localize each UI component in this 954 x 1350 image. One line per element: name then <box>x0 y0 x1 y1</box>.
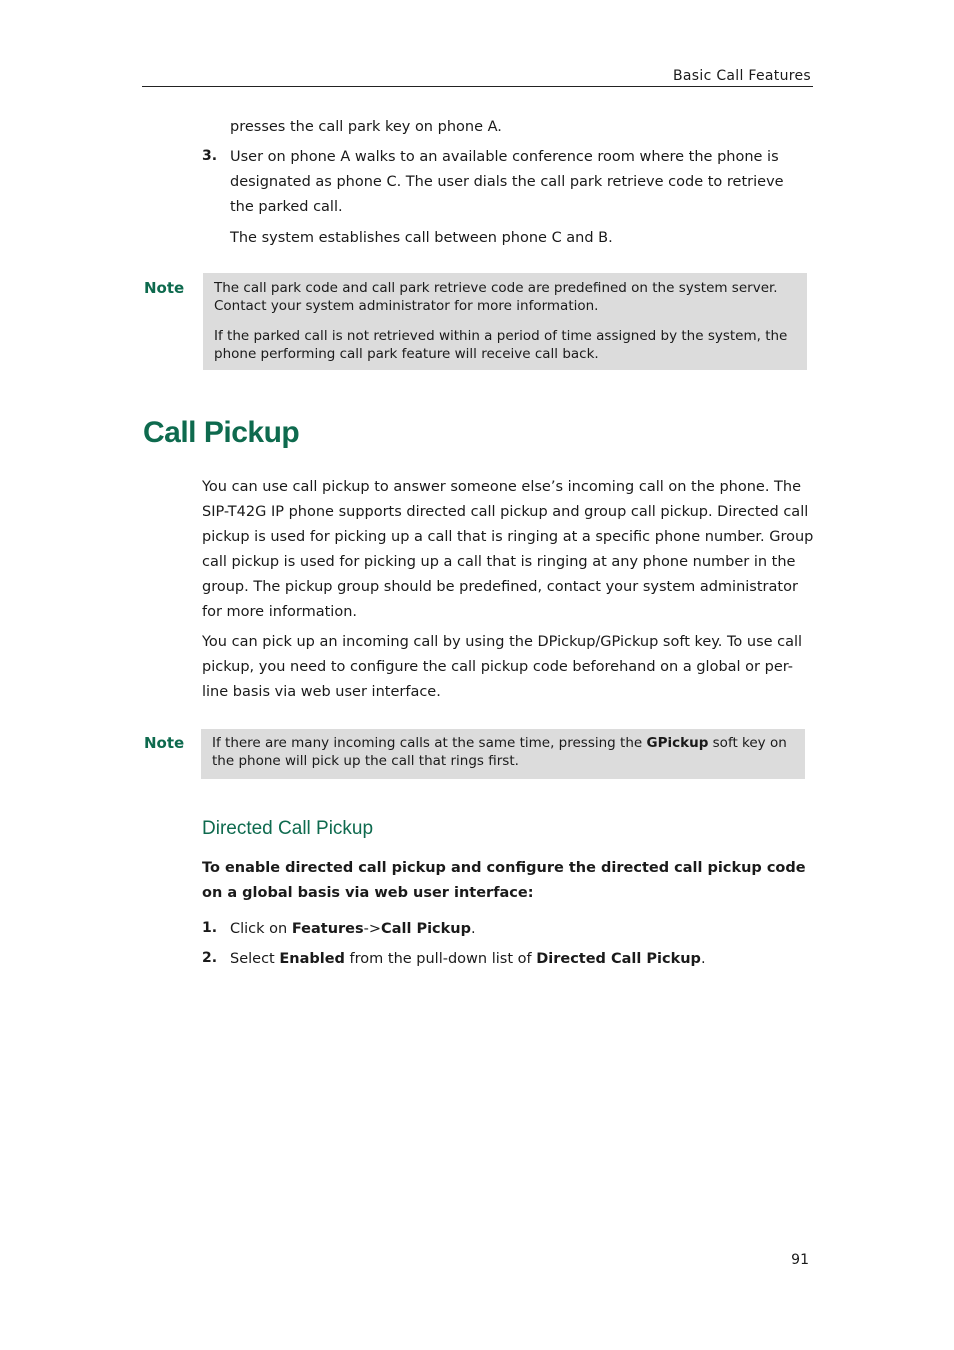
note-box <box>203 273 807 370</box>
note-label: Note <box>144 734 185 752</box>
header-rule <box>142 86 813 87</box>
procedure-heading: To enable directed call pickup and configure the directed call pickup code on a global basis via web user interface: <box>202 860 806 901</box>
step-text: Click on Features->Call Pickup. <box>230 921 476 937</box>
option-value: Enabled <box>279 951 345 967</box>
menu-path: Call Pickup <box>381 921 471 937</box>
note-paragraph: If there are many incoming calls at the same time, pressing the GPickup soft key on the phone will pick up the call that rings first. <box>212 735 787 769</box>
note-box <box>201 729 805 779</box>
note-label: Note <box>144 279 185 297</box>
step-text: Select Enabled from the pull-down list of Directed Call Pickup. <box>230 951 706 967</box>
step-number: 3. <box>202 148 218 164</box>
page-number: 91 <box>791 1252 809 1268</box>
section-title: Call Pickup <box>143 416 300 449</box>
step-number: 2. <box>202 950 218 966</box>
note-paragraph: If the parked call is not retrieved within a period of time assigned by the system, the phone performing call park feature will receive call back. <box>214 328 788 362</box>
step-number: 1. <box>202 920 218 936</box>
body-paragraph: You can use call pickup to answer someone else’s incoming call on the phone. The SIP-T42G IP phone supports directed call pickup and group call pickup. Directed call pickup is used for picking up a call that is ringing at a specific phone number. Group call pickup is used for picking up a call that is ringing at any phone number in the group. The pickup group should be predefined, contact your system administrator for more information. <box>202 479 814 620</box>
body-paragraph: You can pick up an incoming call by using the DPickup/GPickup soft key. To use call pickup, you need to configure the call pickup code beforehand on a global or per-line basis via web user interface. <box>202 634 803 700</box>
softkey-name: GPickup <box>646 735 709 751</box>
step-text: User on phone A walks to an available conference room where the phone is designated as phone C. The user dials the call park retrieve code to retrieve the parked call. <box>230 149 784 215</box>
subsection-title: Directed Call Pickup <box>202 818 374 839</box>
field-name: Directed Call Pickup <box>536 951 701 967</box>
menu-path: Features <box>291 921 364 937</box>
running-header: Basic Call Features <box>673 68 811 84</box>
step-result: The system establishes call between phone C and B. <box>230 230 613 246</box>
note-paragraph: The call park code and call park retrieve code are predefined on the system server. Contact your system administrator for more information. <box>214 280 778 314</box>
step-continuation: presses the call park key on phone A. <box>230 119 502 135</box>
